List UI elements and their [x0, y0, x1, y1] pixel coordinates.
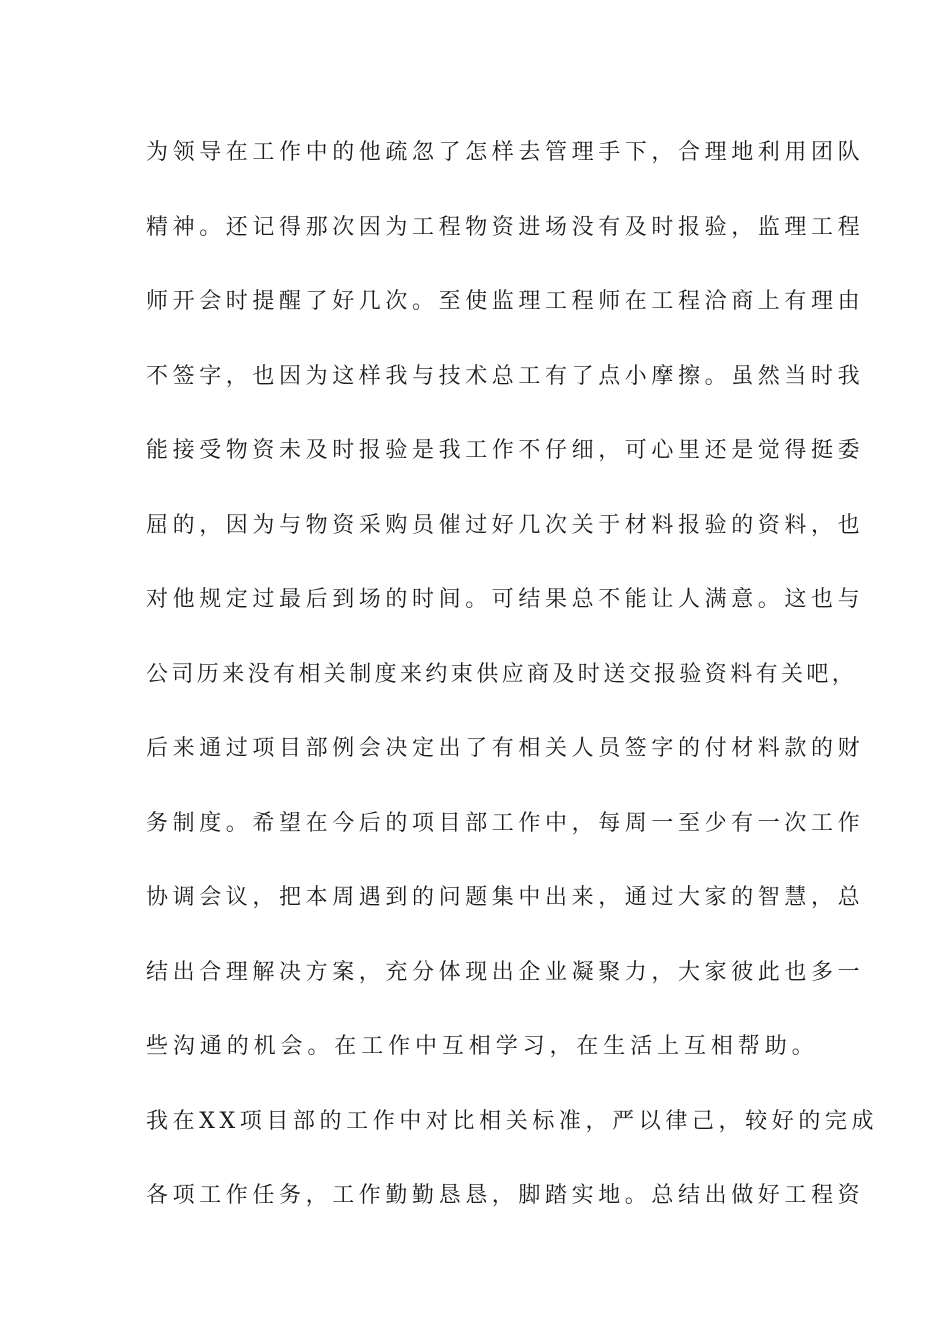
- text-line-9: 后来通过项目部例会决定出了有相关人员签字的付材料款的财: [146, 736, 865, 761]
- text-line-3: 师开会时提醒了好几次。至使监理工程师在工程洽商上有理由: [146, 289, 865, 314]
- text-line-14: 我在XX项目部的工作中对比相关标准，严以律己，较好的完成: [146, 1108, 879, 1134]
- text-line-6: 屈的，因为与物资采购员催过好几次关于材料报验的资料，也: [146, 512, 865, 538]
- text-line-4: 不签字，也因为这样我与技术总工有了点小摩擦。虽然当时我: [146, 363, 865, 389]
- text-line-12: 结出合理解决方案，充分体现出企业凝聚力，大家彼此也多一: [146, 959, 865, 985]
- text-line-8: 公司历来没有相关制度来约束供应商及时送交报验资料有关吧，: [146, 661, 858, 687]
- text-line-1: 为领导在工作中的他疏忽了怎样去管理手下，合理地利用团队: [146, 140, 865, 165]
- document-body: [146, 131, 879, 1249]
- text-line-5: 能接受物资未及时报验是我工作不仔细，可心里还是觉得挺委: [146, 438, 865, 463]
- text-line-13: 些沟通的机会。在工作中互相学习，在生活上互相帮助。: [146, 1034, 819, 1059]
- text-line-7: 对他规定过最后到场的时间。可结果总不能让人满意。这也与: [146, 587, 865, 612]
- text-line-2: 精神。还记得那次因为工程物资进场没有及时报验，监理工程: [146, 214, 865, 240]
- text-line-15: 各项工作任务，工作勤勤恳恳，脚踏实地。总结出做好工程资: [146, 1183, 865, 1208]
- text-line-10: 务制度。希望在今后的项目部工作中，每周一至少有一次工作: [146, 810, 865, 836]
- text-line-11: 协调会议，把本周遇到的问题集中出来，通过大家的智慧，总: [146, 885, 865, 910]
